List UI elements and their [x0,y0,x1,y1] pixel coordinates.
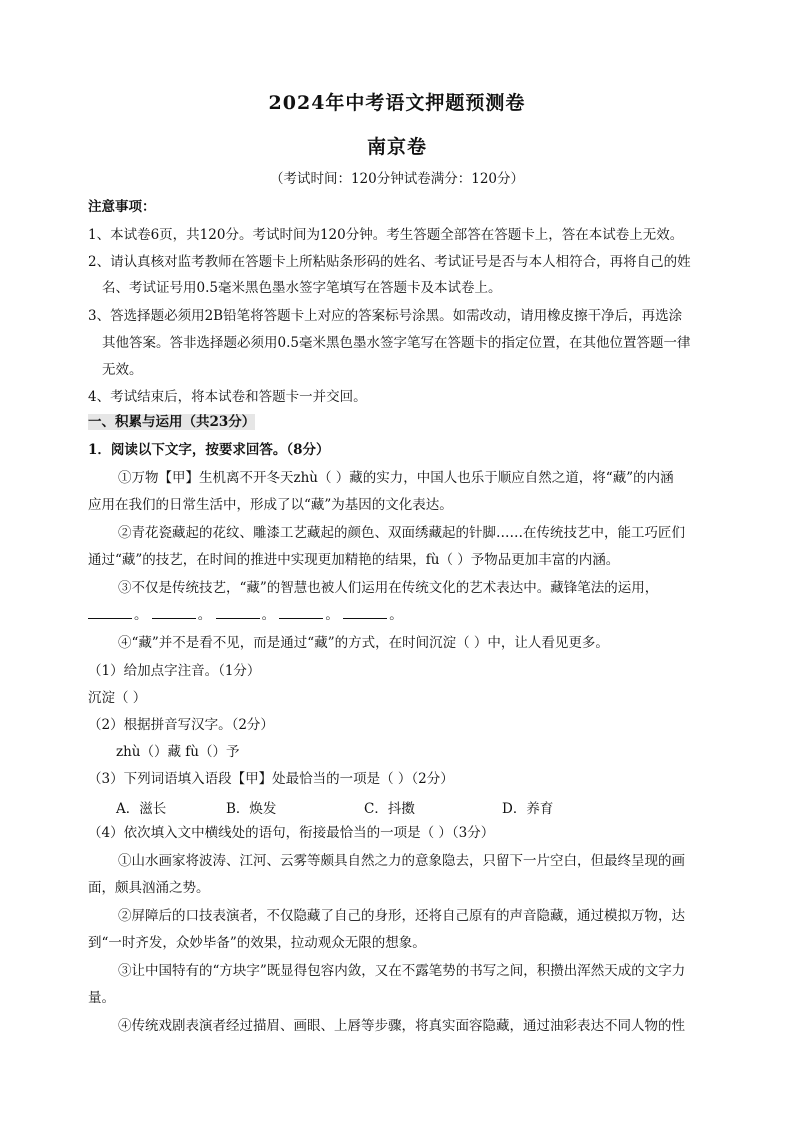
blank-sep-4: 。 [325,607,339,623]
blank-sep-1: 。 [134,607,148,623]
exam-subtitle: 南京卷 [366,136,427,158]
sub-question-2-answer: zhù（）藏 fù（）予 [116,744,240,760]
exam-info: （考试时间：120分钟试卷满分：120分） [269,171,525,187]
fill-blank-line [88,606,403,624]
sentence-2b: 到“一时齐发，众妙毕备”的效果，拉动观众无限的想象。 [88,935,426,951]
passage-para-2b: 通过“藏”的技艺，在时间的推进中实现更加精艳的结果，fù（ ）予物品更加丰富的内涵。 [88,552,620,568]
exam-title: 2024年中考语文押题预测卷 [268,92,526,114]
sub-question-1: （1）给加点字注音。（1分） [88,663,261,679]
notice-item-3-cont2: 无效。 [102,362,143,378]
blank-1 [88,606,132,619]
passage-para-1a: ①万物【甲】生机离不开冬天zhù（ ）藏的实力，中国人也乐于顺应自然之道，将“藏”的内涵 [118,470,674,486]
notice-heading: 注意事项： [88,199,156,215]
sentence-1a: ①山水画家将波涛、江河、云雾等颇具自然之力的意象隐去，只留下一片空白，但最终呈现的画 [118,853,685,869]
sentence-2a: ②屏障后的口技表演者，不仅隐藏了自己的身形，还将自己原有的声音隐藏，通过模拟万物，达 [118,908,685,924]
passage-para-4: ④“藏”并不是看不见，而是通过“藏”的方式，在时间沉淀（ ）中，让人看见更多。 [118,635,609,651]
notice-item-3-cont: 其他答案。答非选择题必须用0.5毫米黑色墨水签字笔写在答题卡的指定位置，在其他位置答题一律 [102,335,691,351]
sentence-3b: 量。 [88,990,115,1006]
sub-question-3: （3）下列词语填入语段【甲】处最恰当的一项是（ ）（2分） [88,771,454,787]
section-heading [88,413,255,431]
sub-question-2: （2）根据拼音写汉字。（2分） [88,717,274,733]
notice-item-2-cont: 名、考试证号用0.5毫米黑色墨水签字笔填写在答题卡及本试卷上。 [102,280,502,296]
sentence-3a: ③让中国特有的“方块字”既显得包容内敛，又在不露笔势的书写之间，积攒出浑然天成的文字力 [118,963,686,979]
section-heading-text: 一、积累与运用（共23分） [88,414,256,430]
blank-sep-2: 。 [197,607,212,623]
blank-4 [279,606,323,619]
blank-3 [216,606,260,619]
passage-para-2a: ②青花瓷藏起的花纹、雕漆工艺藏起的颜色、双面绣藏起的针脚……在传统技艺中，能工巧匠们 [118,525,685,541]
sub-question-4: （4）依次填入文中横线处的语句，衔接最恰当的一项是（ ）（3分） [88,825,495,841]
passage-para-1b: 应用在我们的日常生活中，形成了以“藏”为基因的文化表达。 [88,497,453,513]
notice-item-4: 4、考试结束后，将本试卷和答题卡一并交回。 [88,389,367,405]
question-1-stem: 1．阅读以下文字，按要求回答。（8分） [88,442,330,458]
blank-sep-3: 。 [261,607,276,623]
blank-5 [343,606,387,619]
option-c: C．抖擞 [364,801,415,817]
sentence-1b: 面，颇具汹涌之势。 [88,880,210,896]
sub-question-1-answer: 沉淀（ ） [88,690,147,706]
notice-item-1: 1、本试卷6页，共120分。考试时间为120分钟。考生答题全部答在答题卡上，答在本试卷上无效。 [88,227,684,243]
notice-item-2: 2、请认真核对监考教师在答题卡上所粘贴条形码的姓名、考试证号是否与本人相符合，再将自己的姓 [88,254,691,270]
blank-2 [152,606,196,619]
option-b: B．焕发 [226,801,277,817]
passage-para-3a: ③不仅是传统技艺，“藏”的智慧也被人们运用在传统文化的艺术表达中。藏锋笔法的运用， [118,580,659,596]
option-d: D．养育 [502,801,554,817]
option-a: A．滋长 [116,801,167,817]
notice-item-3: 3、答选择题必须用2B铅笔将答题卡上对应的答案标号涂黑。如需改动，请用橡皮擦干净后，再选涂 [88,308,683,324]
sentence-4a: ④传统戏剧表演者经过描眉、画眼、上唇等步骤，将真实面容隐藏，通过油彩表达不同人物的性 [118,1018,685,1034]
blank-sep-5: 。 [389,607,403,623]
